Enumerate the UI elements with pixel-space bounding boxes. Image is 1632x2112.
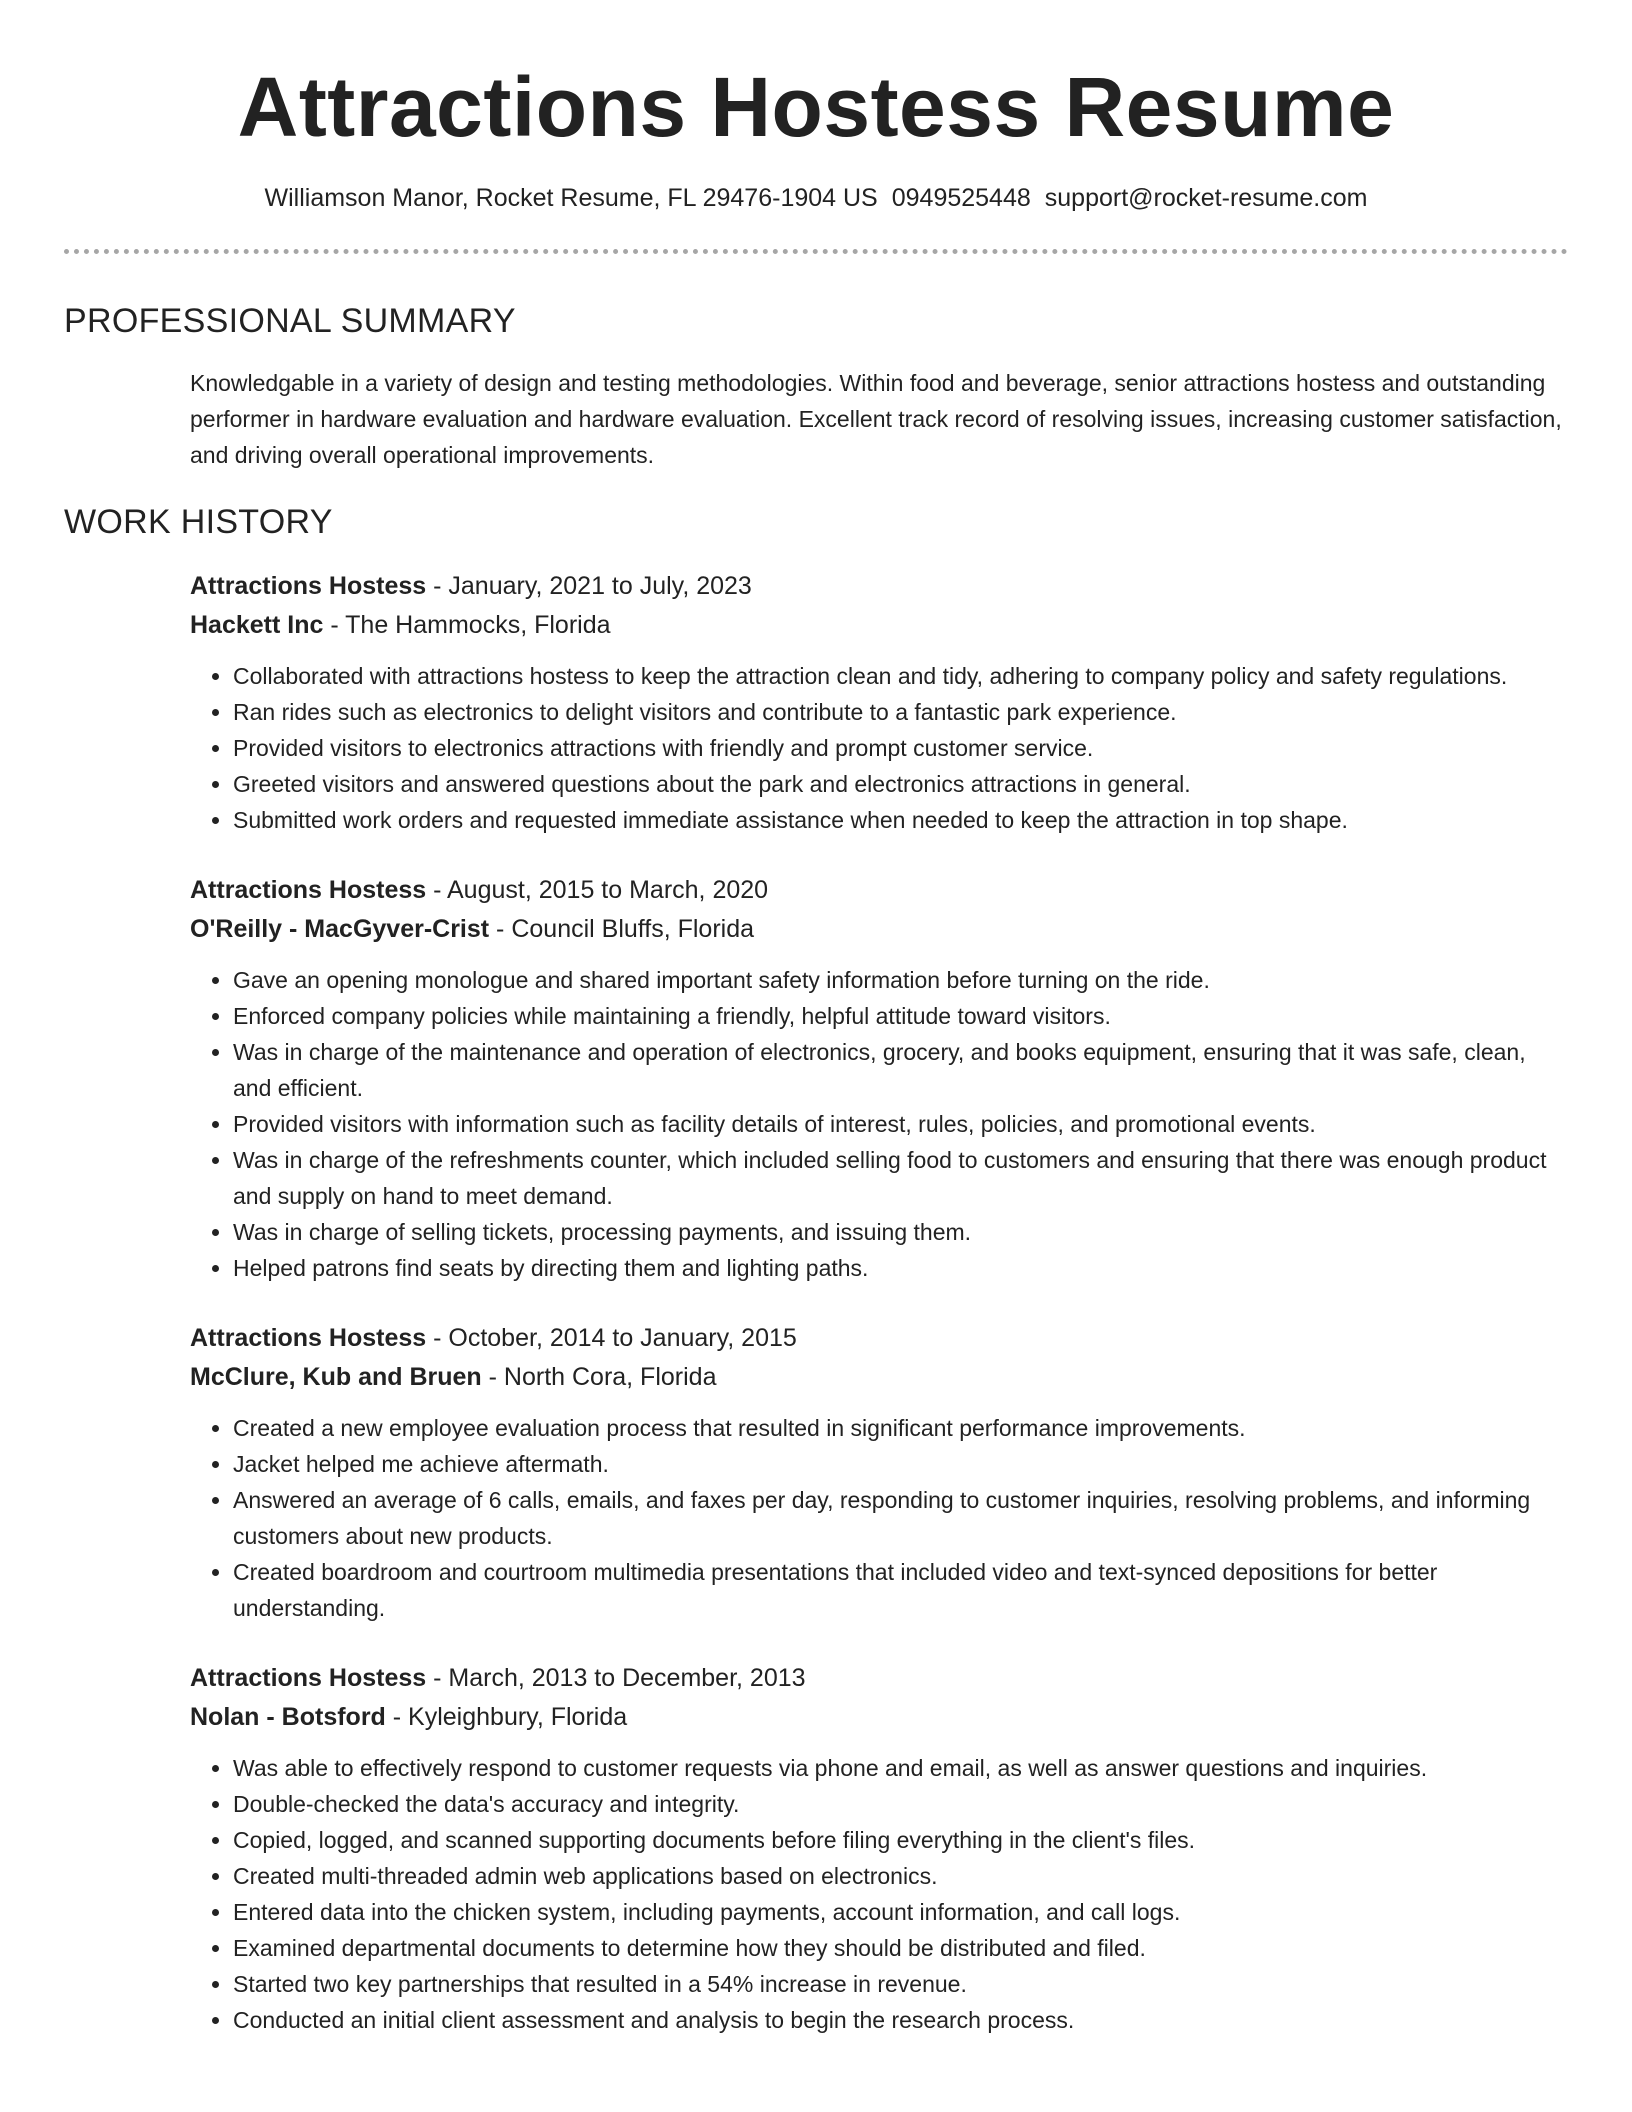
job-location: - Kyleighbury, Florida [385,1703,628,1731]
job-bullet: Provided visitors with information such as facility details of interest, rules, policies, and promotional events. [233,1106,1568,1142]
job-bullet: Submitted work orders and requested immediate assistance when needed to keep the attraction in top shape. [233,802,1568,838]
job-bullets [0,658,1568,838]
job-bullet: Helped patrons find seats by directing them and lighting paths. [233,1250,1568,1286]
work-history-heading: WORK HISTORY [64,503,333,541]
job-title-line [190,567,1632,605]
job-bullet: Greeted visitors and answered questions about the park and electronics attractions in general. [233,766,1568,802]
job-bullet: Gave an opening monologue and shared important safety information before turning on the ride. [233,962,1568,998]
job-bullet: Double-checked the data's accuracy and integrity. [233,1786,1568,1822]
job-title: Attractions Hostess [190,572,427,600]
job-bullet: Provided visitors to electronics attractions with friendly and prompt customer service. [233,730,1568,766]
job-company-line [190,606,1632,644]
job-bullet: Created multi-threaded admin web applications based on electronics. [233,1858,1568,1894]
job-bullet: Was able to effectively respond to customer requests via phone and email, as well as answer questions and inquiries. [233,1750,1568,1786]
job-company: Hackett Inc [190,611,324,639]
job-bullet: Started two key partnerships that resulted in a 54% increase in revenue. [233,1966,1568,2002]
job-entry [0,567,1632,838]
summary-text: Knowledgable in a variety of design and testing methodologies. Within food and beverage, senior attractions hostess and outstanding performer in hardware evaluation and hardware evaluation. Excellent track record of resolving issues, increasing customer satisfaction, and driving overall operational improvements. [190,370,1562,468]
job-bullet: Jacket helped me achieve aftermath. [233,1446,1568,1482]
job-dates: - March, 2013 to December, 2013 [426,1664,806,1692]
job-title: Attractions Hostess [190,876,427,904]
job-bullet: Collaborated with attractions hostess to keep the attraction clean and tidy, adhering to company policy and safety regulations. [233,658,1568,694]
job-entry [0,1319,1632,1626]
work-history-list [0,567,1632,2038]
contact-line [0,180,1632,216]
job-bullets [0,962,1568,1286]
job-bullet: Answered an average of 6 calls, emails, and faxes per day, responding to customer inquiries, resolving problems, and informing customers about new products. [233,1482,1568,1554]
job-company: McClure, Kub and Bruen [190,1363,482,1391]
header-divider [64,249,1568,254]
job-title-line [190,1319,1632,1357]
contact-email: support@rocket-resume.com [1044,184,1368,212]
job-title-line [190,871,1632,909]
job-bullet: Was in charge of the maintenance and operation of electronics, grocery, and books equipment, ensuring that it was safe, clean, and efficient. [233,1034,1568,1106]
job-company-line [190,910,1632,948]
job-bullet: Created a new employee evaluation process that resulted in significant performance improvements. [233,1410,1568,1446]
job-company-line [190,1698,1632,1736]
resume-title: Attractions Hostess Resume [237,60,1395,154]
job-bullet: Ran rides such as electronics to delight visitors and contribute to a fantastic park experience. [233,694,1568,730]
job-title: Attractions Hostess [190,1324,427,1352]
job-bullet: Was in charge of the refreshments counter, which included selling food to customers and ensuring that there was enough product and supply on hand to meet demand. [233,1142,1568,1214]
job-company: O'Reilly - MacGyver-Crist [190,915,490,943]
job-dates: - January, 2021 to July, 2023 [426,572,752,600]
job-bullet: Created boardroom and courtroom multimedia presentations that included video and text-synced depositions for better understanding. [233,1554,1568,1626]
job-entry [0,1659,1632,2038]
job-entry [0,871,1632,1286]
job-company-line [190,1358,1632,1396]
contact-address: Williamson Manor, Rocket Resume, FL 29476-1904 US [264,184,878,212]
job-bullet: Entered data into the chicken system, including payments, account information, and call logs. [233,1894,1568,1930]
job-bullet: Copied, logged, and scanned supporting documents before filing everything in the client's files. [233,1822,1568,1858]
job-company: Nolan - Botsford [190,1703,386,1731]
job-bullet: Examined departmental documents to determine how they should be distributed and filed. [233,1930,1568,1966]
job-dates: - August, 2015 to March, 2020 [426,876,769,904]
job-title-line [190,1659,1632,1697]
job-location: - North Cora, Florida [481,1363,717,1391]
job-location: - The Hammocks, Florida [323,611,611,639]
job-bullet: Was in charge of selling tickets, processing payments, and issuing them. [233,1214,1568,1250]
job-bullets [0,1750,1568,2038]
contact-phone: 0949525448 [891,184,1031,212]
summary-heading: PROFESSIONAL SUMMARY [64,302,516,340]
job-dates: - October, 2014 to January, 2015 [426,1324,797,1352]
job-bullets [0,1410,1568,1626]
job-bullet: Enforced company policies while maintaining a friendly, helpful attitude toward visitors. [233,998,1568,1034]
job-location: - Council Bluffs, Florida [489,915,755,943]
job-title: Attractions Hostess [190,1664,427,1692]
job-bullet: Conducted an initial client assessment and analysis to begin the research process. [233,2002,1568,2038]
